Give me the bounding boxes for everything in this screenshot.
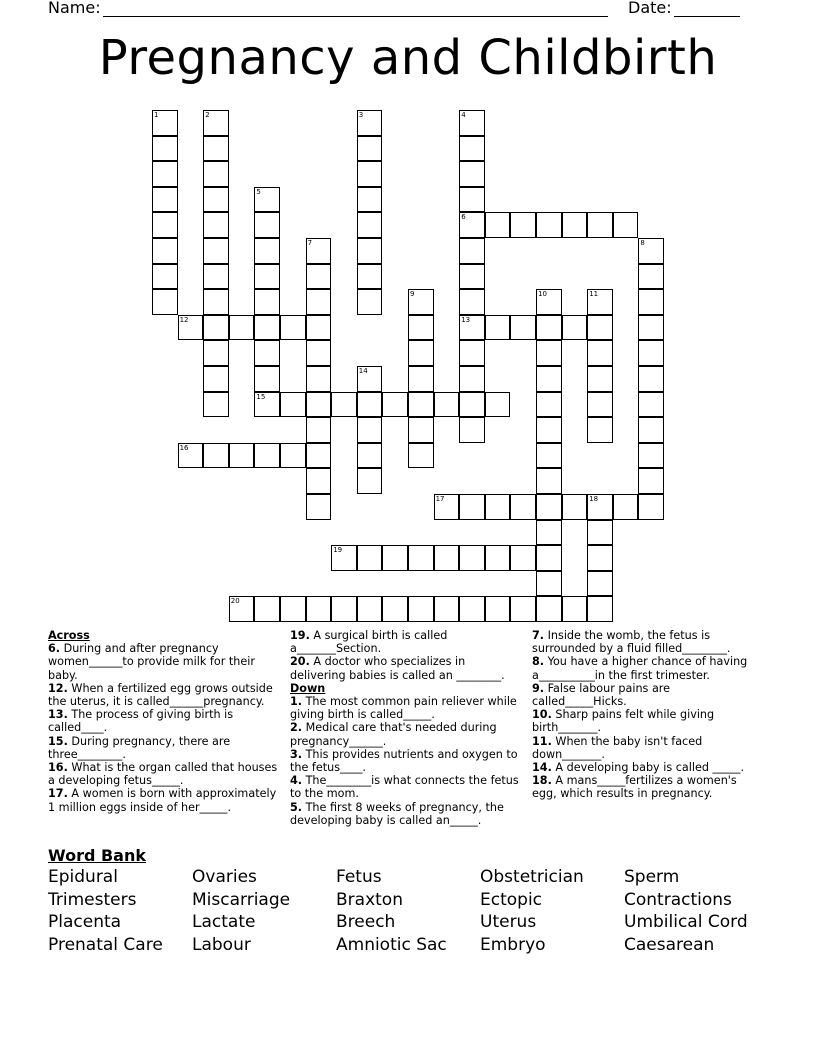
grid-cell[interactable] (459, 596, 485, 622)
grid-cell[interactable] (587, 417, 613, 443)
grid-cell[interactable] (485, 596, 511, 622)
grid-cell[interactable] (638, 417, 664, 443)
grid-cell[interactable] (587, 545, 613, 571)
word-bank-item: Ovaries (192, 867, 257, 887)
grid-cell[interactable] (306, 315, 332, 341)
clue-number: 1 (154, 111, 159, 119)
grid-cell[interactable] (203, 289, 229, 315)
word-bank-item: Sperm (624, 867, 680, 887)
grid-cell[interactable] (203, 340, 229, 366)
grid-cell[interactable] (587, 520, 613, 546)
grid-cell[interactable] (408, 289, 434, 315)
grid-cell[interactable] (382, 545, 408, 571)
grid-cell[interactable] (459, 545, 485, 571)
word-bank-item: Braxton (336, 889, 403, 910)
grid-cell[interactable] (152, 238, 178, 264)
grid-cell[interactable] (587, 366, 613, 392)
grid-cell[interactable] (254, 443, 280, 469)
clue-number: 8 (640, 239, 645, 247)
clue: 18. A mans_____fertilizes a women's egg, which results in pregnancy. (532, 774, 737, 801)
clue-number: 4 (461, 111, 466, 119)
grid-cell[interactable] (536, 596, 562, 622)
grid-cell[interactable] (382, 392, 408, 418)
word-bank-item: Obstetrician (480, 867, 584, 887)
clue-number-label: 7. (532, 629, 545, 642)
grid-cell[interactable] (587, 596, 613, 622)
grid-cell[interactable] (459, 110, 485, 136)
word-bank-item: Amniotic Sac (336, 934, 447, 955)
clue-number-label: 11. (532, 734, 552, 748)
clue-number-label: 12. (48, 681, 68, 695)
grid-cell[interactable] (510, 212, 536, 238)
grid-cell[interactable] (152, 212, 178, 238)
grid-cell[interactable] (254, 238, 280, 264)
grid-cell[interactable] (382, 596, 408, 622)
clue-number-label: 15. (48, 734, 68, 748)
grid-cell[interactable] (510, 596, 536, 622)
grid-cell[interactable] (562, 212, 588, 238)
clue: 2. Medical care that's needed during pregnancy______. (290, 721, 497, 748)
clue-number-label: 6. (48, 642, 61, 656)
grid-cell[interactable] (536, 443, 562, 469)
grid-cell[interactable] (459, 238, 485, 264)
grid-cell[interactable] (408, 392, 434, 418)
grid-cell[interactable] (152, 289, 178, 315)
grid-cell[interactable] (357, 366, 383, 392)
grid-cell[interactable] (638, 315, 664, 341)
grid-cell[interactable] (536, 366, 562, 392)
date-label: Date: (628, 0, 672, 17)
clue-number-label: 20. (290, 655, 310, 669)
clue-number-label: 3. (290, 747, 303, 761)
clue-number: 20 (230, 597, 240, 606)
clue: 19. A surgical birth is called a_______Section. (290, 629, 448, 656)
grid-cell[interactable] (510, 545, 536, 571)
grid-cell[interactable] (203, 392, 229, 418)
clue-number-label: 9. (532, 681, 545, 695)
grid-cell[interactable] (485, 315, 511, 341)
grid-cell[interactable] (459, 417, 485, 443)
clue: 15. During pregnancy, there are three________. (48, 734, 231, 761)
grid-cell[interactable] (306, 468, 332, 494)
grid-cell[interactable] (203, 110, 229, 136)
grid-cell[interactable] (638, 238, 664, 264)
clue-number-label: 4. (290, 774, 303, 788)
word-bank-item: Breech (336, 912, 396, 933)
grid-cell[interactable] (485, 494, 511, 520)
clue: 8. You have a higher chance of having a__________in the first trimester. (532, 655, 748, 682)
grid-cell[interactable] (306, 289, 332, 315)
clue-number: 19 (333, 546, 343, 555)
clues-column-1 (48, 629, 278, 814)
grid-cell[interactable] (536, 315, 562, 341)
clue: 6. During and after pregnancy women______to provide milk for their baby. (48, 642, 255, 682)
grid-cell[interactable] (587, 315, 613, 341)
clue-number: 5 (256, 187, 261, 196)
grid-cell[interactable] (357, 110, 383, 136)
grid-cell[interactable] (536, 494, 562, 520)
clue-number: 12 (179, 315, 189, 324)
clue-number-label: 19. (290, 629, 310, 642)
clue-number: 7 (307, 239, 313, 247)
grid-cell[interactable] (485, 392, 511, 418)
grid-cell[interactable] (357, 392, 383, 418)
grid-cell[interactable] (306, 417, 332, 443)
grid-cell[interactable] (306, 596, 332, 622)
grid-cell[interactable] (587, 340, 613, 366)
grid-cell[interactable] (587, 571, 613, 597)
word-bank-title: Word Bank (48, 846, 147, 865)
clue-number: 14 (358, 367, 368, 375)
word-bank-item: Ectopic (480, 889, 543, 910)
clue-number-label: 16. (48, 761, 68, 775)
word-bank-item: Lactate (192, 912, 256, 933)
grid-cell[interactable] (485, 212, 511, 238)
clue: 20. A doctor who specializes in delivering babies is called an ________. (290, 655, 505, 682)
grid-cell[interactable] (638, 366, 664, 392)
word-bank-item: Fetus (336, 867, 382, 887)
grid-cell[interactable] (357, 289, 383, 315)
grid-cell[interactable] (357, 596, 383, 622)
grid-cell[interactable] (459, 212, 485, 238)
grid-cell[interactable] (434, 392, 460, 418)
page-title: Pregnancy and Childbirth (98, 30, 718, 86)
clue-number-label: 5. (290, 800, 303, 814)
grid-cell[interactable] (408, 315, 434, 341)
clue: 9. False labour pains are called_____Hicks. (532, 681, 671, 709)
word-bank-item: Embryo (480, 934, 546, 955)
clue-number-label: 8. (532, 655, 545, 669)
grid-cell[interactable] (203, 136, 229, 162)
word-bank-item: Miscarriage (192, 889, 291, 910)
grid-cell[interactable] (510, 494, 536, 520)
grid-cell[interactable] (331, 596, 357, 622)
clue: 13. The process of giving birth is called____. (48, 708, 234, 735)
grid-cell[interactable] (152, 187, 178, 213)
clue-number: 15 (256, 392, 266, 401)
clue-number: 9 (410, 290, 415, 299)
grid-cell[interactable] (408, 340, 434, 366)
grid-cell[interactable] (638, 392, 664, 418)
grid-cell[interactable] (203, 366, 229, 392)
grid-cell[interactable] (638, 468, 664, 494)
grid-cell[interactable] (562, 494, 588, 520)
clue: 5. The first 8 weeks of pregnancy, the developing baby is called an_____. (290, 800, 504, 827)
grid-cell[interactable] (408, 596, 434, 622)
clue-number-label: 13. (48, 708, 68, 722)
word-bank-item: Contractions (624, 889, 732, 910)
grid-cell[interactable] (306, 340, 332, 366)
grid-cell[interactable] (306, 238, 332, 264)
clue-number: 11 (589, 290, 599, 299)
clue: 7. Inside the womb, the fetus is surrounded by a fluid filled________. (532, 629, 731, 656)
grid-cell[interactable] (536, 289, 562, 315)
grid-cell[interactable] (229, 443, 255, 469)
clue-number: 13 (461, 315, 471, 324)
grid-cell[interactable] (562, 315, 588, 341)
grid-cell[interactable] (638, 494, 664, 520)
grid-cell[interactable] (459, 264, 485, 290)
grid-cell[interactable] (536, 340, 562, 366)
grid-cell[interactable] (408, 366, 434, 392)
clue: 10. Sharp pains felt while giving birth_______. (532, 708, 715, 735)
grid-cell[interactable] (357, 443, 383, 469)
grid-cell[interactable] (536, 212, 562, 238)
clue-number: 2 (205, 111, 210, 119)
grid-cell[interactable] (357, 187, 383, 213)
clue: 1. The most common pain reliever while giving birth is called_____. (290, 695, 517, 722)
clue: 4. The________is what connects the fetus to the mom. (290, 774, 519, 801)
grid-cell[interactable] (459, 161, 485, 187)
clue-number: 6 (461, 213, 466, 222)
grid-cell[interactable] (357, 238, 383, 264)
grid-cell[interactable] (536, 545, 562, 571)
clue: 17. A women is born with approximately 1 million eggs inside of her_____. (48, 787, 277, 814)
grid-cell[interactable] (203, 212, 229, 238)
word-bank-item: Labour (192, 934, 251, 955)
grid-cell[interactable] (203, 161, 229, 187)
grid-cell[interactable] (459, 289, 485, 315)
grid-cell[interactable] (280, 392, 306, 418)
clue: 11. When the baby isn't faced down_______. (532, 734, 703, 761)
clue: 3. This provides nutrients and oxygen to the fetus____. (290, 747, 518, 775)
grid-cell[interactable] (485, 545, 511, 571)
grid-cell[interactable] (280, 443, 306, 469)
grid-cell[interactable] (536, 571, 562, 597)
grid-cell[interactable] (306, 443, 332, 469)
grid-cell[interactable] (587, 392, 613, 418)
grid-cell[interactable] (203, 187, 229, 213)
word-bank-item: Placenta (48, 912, 122, 933)
grid-cell[interactable] (536, 417, 562, 443)
grid-cell[interactable] (280, 596, 306, 622)
grid-cell[interactable] (357, 136, 383, 162)
grid-cell[interactable] (152, 110, 178, 136)
clue-number: 18 (589, 495, 599, 503)
grid-cell[interactable] (613, 494, 639, 520)
clue-number-label: 10. (532, 708, 552, 722)
grid-cell[interactable] (357, 264, 383, 290)
word-bank-item: Trimesters (48, 889, 137, 910)
grid-cell[interactable] (408, 417, 434, 443)
grid-cell[interactable] (562, 596, 588, 622)
clue: 16. What is the organ called that houses a developing fetus_____. (48, 761, 278, 788)
grid-cell[interactable] (306, 264, 332, 290)
clue-number-label: 17. (48, 787, 68, 801)
grid-cell[interactable] (280, 315, 306, 341)
grid-cell[interactable] (459, 340, 485, 366)
grid-cell[interactable] (152, 264, 178, 290)
grid-cell[interactable] (357, 417, 383, 443)
grid-cell[interactable] (536, 520, 562, 546)
grid-cell[interactable] (459, 187, 485, 213)
grid-cell[interactable] (587, 494, 613, 520)
grid-cell[interactable] (510, 315, 536, 341)
grid-cell[interactable] (434, 494, 460, 520)
grid-cell[interactable] (306, 392, 332, 418)
grid-cell[interactable] (254, 596, 280, 622)
across-heading: Across (48, 629, 90, 642)
grid-cell[interactable] (408, 545, 434, 571)
grid-cell[interactable] (434, 596, 460, 622)
grid-cell[interactable] (638, 289, 664, 315)
grid-cell[interactable] (254, 187, 280, 213)
grid-cell[interactable] (434, 545, 460, 571)
grid-cell[interactable] (178, 315, 204, 341)
grid-cell[interactable] (203, 443, 229, 469)
clue: 14. A developing baby is called _____. (532, 761, 745, 775)
clue-number: 17 (435, 495, 445, 503)
word-bank-item: Umbilical Cord (624, 912, 748, 933)
grid-cell[interactable] (254, 212, 280, 238)
clue-number-label: 18. (532, 774, 552, 788)
grid-cell[interactable] (254, 264, 280, 290)
grid-cell[interactable] (357, 212, 383, 238)
grid-cell[interactable] (254, 366, 280, 392)
grid-cell[interactable] (229, 596, 255, 622)
grid-cell[interactable] (459, 366, 485, 392)
grid-cell[interactable] (203, 264, 229, 290)
grid-cell[interactable] (357, 468, 383, 494)
grid-cell[interactable] (459, 392, 485, 418)
name-label: Name: (48, 0, 101, 17)
grid-cell[interactable] (459, 494, 485, 520)
grid-cell[interactable] (331, 392, 357, 418)
grid-cell[interactable] (229, 315, 255, 341)
clue: 12. When a fertilized egg grows outside the uterus, it is called______pregnancy. (48, 681, 273, 709)
grid-cell[interactable] (254, 315, 280, 341)
clue-number-label: 14. (532, 761, 552, 775)
clues-column-3 (532, 629, 758, 801)
grid-cell[interactable] (638, 443, 664, 469)
grid-cell[interactable] (638, 264, 664, 290)
clue-number-label: 1. (290, 695, 303, 709)
down-heading: Down (290, 681, 326, 695)
word-bank-item: Caesarean (624, 934, 715, 955)
grid-cell[interactable] (254, 289, 280, 315)
clue-number: 3 (358, 111, 364, 119)
grid-cell[interactable] (306, 494, 332, 520)
grid-cell[interactable] (254, 392, 280, 418)
grid-cell[interactable] (536, 468, 562, 494)
grid-cell[interactable] (306, 366, 332, 392)
grid-cell[interactable] (587, 289, 613, 315)
grid-cell[interactable] (357, 545, 383, 571)
clue-number: 10 (538, 290, 547, 299)
grid-cell[interactable] (459, 136, 485, 162)
clues-column-2 (290, 629, 522, 827)
grid-cell[interactable] (638, 340, 664, 366)
grid-cell[interactable] (178, 443, 204, 469)
grid-cell[interactable] (152, 136, 178, 162)
grid-cell[interactable] (536, 392, 562, 418)
grid-cell[interactable] (613, 212, 639, 238)
clue-number-label: 2. (290, 721, 303, 735)
word-bank-item: Uterus (480, 912, 537, 933)
word-bank-item: Epidural (48, 867, 118, 887)
clue-number: 16 (179, 443, 189, 452)
grid-cell[interactable] (203, 238, 229, 264)
grid-cell[interactable] (254, 340, 280, 366)
grid-cell[interactable] (587, 212, 613, 238)
word-bank-item: Prenatal Care (48, 934, 163, 955)
grid-cell[interactable] (203, 315, 229, 341)
grid-cell[interactable] (152, 161, 178, 187)
grid-cell[interactable] (357, 161, 383, 187)
grid-cell[interactable] (331, 545, 357, 571)
grid-cell[interactable] (459, 315, 485, 341)
grid-cell[interactable] (408, 443, 434, 469)
